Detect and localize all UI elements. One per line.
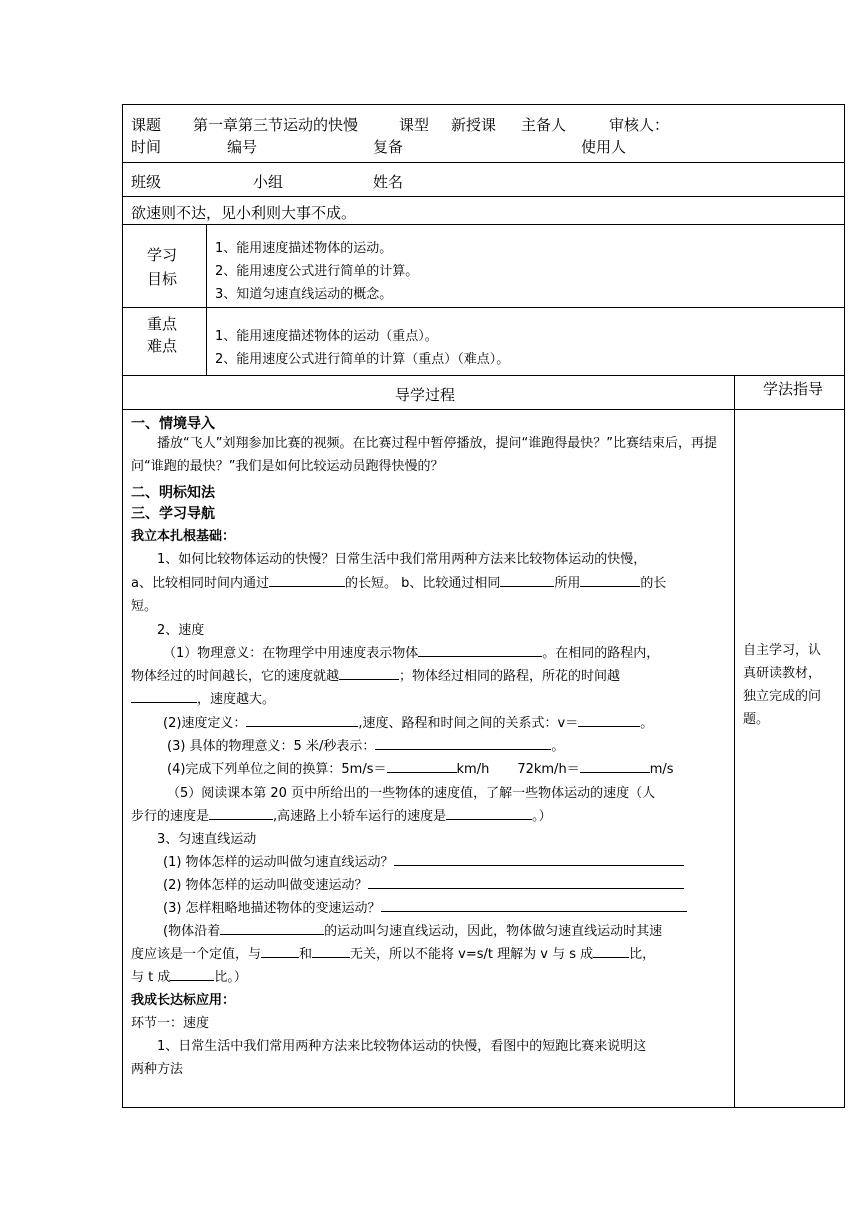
- label-user: 使用人: [581, 138, 627, 156]
- guide-line: 题。: [743, 712, 770, 727]
- q3-text: 的运动叫匀速直线运动，因此，物体做匀速直线运动时其速: [324, 924, 663, 939]
- q2-p5-line2: [131, 805, 552, 824]
- guide-line: 独立完成的问: [743, 689, 822, 704]
- q2-text: ，速度越大。: [197, 692, 276, 707]
- label-name: 姓名: [373, 173, 404, 191]
- q3-note-3: [131, 966, 247, 985]
- q2-text: (3) 具体的物理意义：5 米/秒表示：: [167, 739, 376, 754]
- answer-blank[interactable]: [368, 876, 684, 889]
- q3-text: 比，: [629, 947, 656, 962]
- link-1: 环节一：速度: [131, 1016, 210, 1031]
- answer-blank[interactable]: [261, 945, 299, 958]
- answer-blank[interactable]: [381, 899, 687, 912]
- section-1-title: 一、情境导入: [131, 416, 215, 432]
- topic-value: 第一章第三节运动的快慢: [193, 116, 359, 134]
- answer-blank[interactable]: [246, 714, 358, 727]
- focus-divider: [206, 308, 207, 376]
- answer-blank[interactable]: [339, 667, 399, 680]
- section-3-title: 三、学习导航: [131, 506, 215, 522]
- q2-text: km/h: [456, 762, 490, 777]
- q1-text: 的长短。 b、比较通过相同: [344, 576, 501, 591]
- label-time: 时间: [131, 138, 162, 156]
- label-class: 班级: [131, 173, 162, 191]
- guide-column-divider: [734, 376, 735, 1107]
- label-re-prep: 复备: [373, 138, 404, 156]
- process-header-row: [123, 376, 844, 410]
- q3-note-1: [163, 920, 662, 939]
- q3-l2: [163, 874, 684, 893]
- q3-text: (1) 物体怎样的运动叫做匀速直线运动？: [163, 855, 394, 870]
- q2-text: 物体经过的时间越长，它的速度就越: [131, 669, 340, 684]
- q1-text: 的长: [640, 576, 667, 591]
- last-q-line-a: 1、日常生活中我们常用两种方法来比较物体运动的快慢，看图中的短跑比赛来说明这: [157, 1039, 647, 1054]
- lesson-plan-table: [122, 104, 845, 1108]
- q2-title: 2、速度: [157, 623, 205, 638]
- guide-line: 自主学习，认: [743, 643, 822, 658]
- q3-text: (3) 怎样粗略地描述物体的变速运动？: [163, 901, 381, 916]
- answer-blank[interactable]: [312, 945, 350, 958]
- q3-note-2: [131, 943, 655, 962]
- q2-p1-line3: [131, 688, 275, 707]
- goals-label-1: 学习: [147, 246, 178, 264]
- goal-item: 3、知道匀速直线运动的概念。: [215, 287, 393, 302]
- label-main-preparer: 主备人: [521, 116, 567, 134]
- goals-label-2: 目标: [147, 270, 178, 288]
- q3-text: (物体沿着: [163, 924, 221, 939]
- goal-item: 1、能用速度描述物体的运动。: [215, 241, 393, 256]
- q2-p4: [167, 758, 674, 777]
- answer-blank[interactable]: [209, 807, 273, 820]
- answer-blank[interactable]: [418, 644, 542, 657]
- guide-title: 学法指导: [763, 380, 824, 398]
- q2-text: 。）: [532, 809, 552, 824]
- base-title: 我立本扎根基础：: [131, 529, 236, 544]
- q2-p2: [163, 712, 653, 731]
- label-topic: 课题: [131, 116, 162, 134]
- q3-text: 度应该是一个定值，与: [131, 947, 262, 962]
- answer-blank[interactable]: [580, 574, 640, 587]
- q1-line-c: 短。: [131, 599, 158, 614]
- guide-line: 真研读教材，: [743, 666, 822, 681]
- answer-blank[interactable]: [170, 968, 214, 981]
- q2-text: ,高速路上小轿车运行的速度是: [273, 809, 447, 824]
- focus-label-1: 重点: [147, 315, 178, 333]
- answer-blank[interactable]: [394, 853, 684, 866]
- q2-text: (4)完成下列单位之间的换算：5m/s＝: [167, 762, 387, 777]
- answer-blank[interactable]: [578, 714, 640, 727]
- q2-text: （1）物理意义：在物理学中用速度表示物体: [163, 646, 419, 661]
- section-1-text: 播放“飞人”刘翔参加比赛的视频。在比赛过程中暂停播放，提问“谁跑得最快？”比赛结束后，再提问“谁跑的最快？”我们是如何比较运动员跑得快慢的？: [131, 436, 717, 474]
- last-q-line-b: 两种方法: [131, 1062, 184, 1077]
- q2-p5-line1: （5）阅读课本第 20 页中所给出的一些物体的速度值，了解一些物体运动的速度（人: [167, 786, 656, 801]
- q1-line-a: 1、如何比较物体运动的快慢？日常生活中我们常用两种方法来比较物体运动的快慢，: [157, 552, 647, 567]
- goal-item: 2、能用速度公式进行简单的计算。: [215, 264, 419, 279]
- answer-blank[interactable]: [446, 807, 532, 820]
- q1-text: a、比较相同时间内通过: [131, 576, 269, 591]
- q1-text: 所用: [554, 576, 581, 591]
- q2-text: ,速度、路程和时间之间的关系式：v＝: [358, 716, 579, 731]
- goals-row: [123, 225, 844, 308]
- q2-text: 步行的速度是: [131, 809, 210, 824]
- focus-row: [123, 308, 844, 376]
- motto: 欲速则不达，见小利则大事不成。: [131, 204, 357, 222]
- q3-text: 无关，所以不能将 v=s/t 理解为 v 与 s 成: [350, 947, 594, 962]
- answer-blank[interactable]: [580, 760, 650, 773]
- label-reviewer: 审核人：: [609, 116, 670, 134]
- header-row: [123, 105, 844, 163]
- q3-text: 比。）: [214, 970, 247, 985]
- answer-blank[interactable]: [131, 690, 197, 703]
- section-2-title: 二、明标知法: [131, 485, 215, 501]
- answer-blank[interactable]: [593, 945, 629, 958]
- lesson-type-value: 新授课: [451, 116, 497, 134]
- answer-blank[interactable]: [269, 574, 345, 587]
- q2-text: 。: [640, 716, 654, 731]
- q3-text: (2) 物体怎样的运动叫做变速运动？: [163, 878, 368, 893]
- q2-p1: [163, 642, 659, 661]
- apply-title: 我成长达标应用：: [131, 993, 236, 1008]
- q1-line-b: [131, 572, 666, 591]
- q3-text: 和: [299, 947, 313, 962]
- q2-p3: [167, 735, 564, 754]
- label-group: 小组: [253, 173, 284, 191]
- q3-l1: [163, 851, 684, 870]
- focus-item: 2、能用速度公式进行简单的计算（重点）（难点）。: [215, 352, 510, 367]
- focus-item: 1、能用速度描述物体的运动（重点）。: [215, 329, 438, 344]
- q2-p1-line2: [131, 665, 620, 684]
- q3-title: 3、匀速直线运动: [157, 832, 257, 847]
- q2-text: (2)速度定义：: [163, 716, 247, 731]
- q3-l3: [163, 897, 687, 916]
- class-row: [123, 163, 844, 197]
- goals-divider: [206, 225, 207, 308]
- q2-text: 。在相同的路程内，: [542, 646, 660, 661]
- answer-blank[interactable]: [500, 574, 554, 587]
- q2-text: ；物体经过相同的路程，所花的时间越: [399, 669, 621, 684]
- q2-text: 。: [551, 739, 565, 754]
- focus-label-2: 难点: [147, 337, 178, 355]
- answer-blank[interactable]: [387, 760, 457, 773]
- process-title: 导学过程: [395, 386, 456, 404]
- label-lesson-type: 课型: [399, 116, 430, 134]
- answer-blank[interactable]: [375, 737, 551, 750]
- motto-row: [123, 197, 844, 225]
- label-number: 编号: [227, 138, 258, 156]
- answer-blank[interactable]: [220, 922, 324, 935]
- q2-text: 72km/h＝: [517, 762, 580, 777]
- q3-text: 与 t 成: [131, 970, 171, 985]
- q2-text: m/s: [649, 762, 674, 777]
